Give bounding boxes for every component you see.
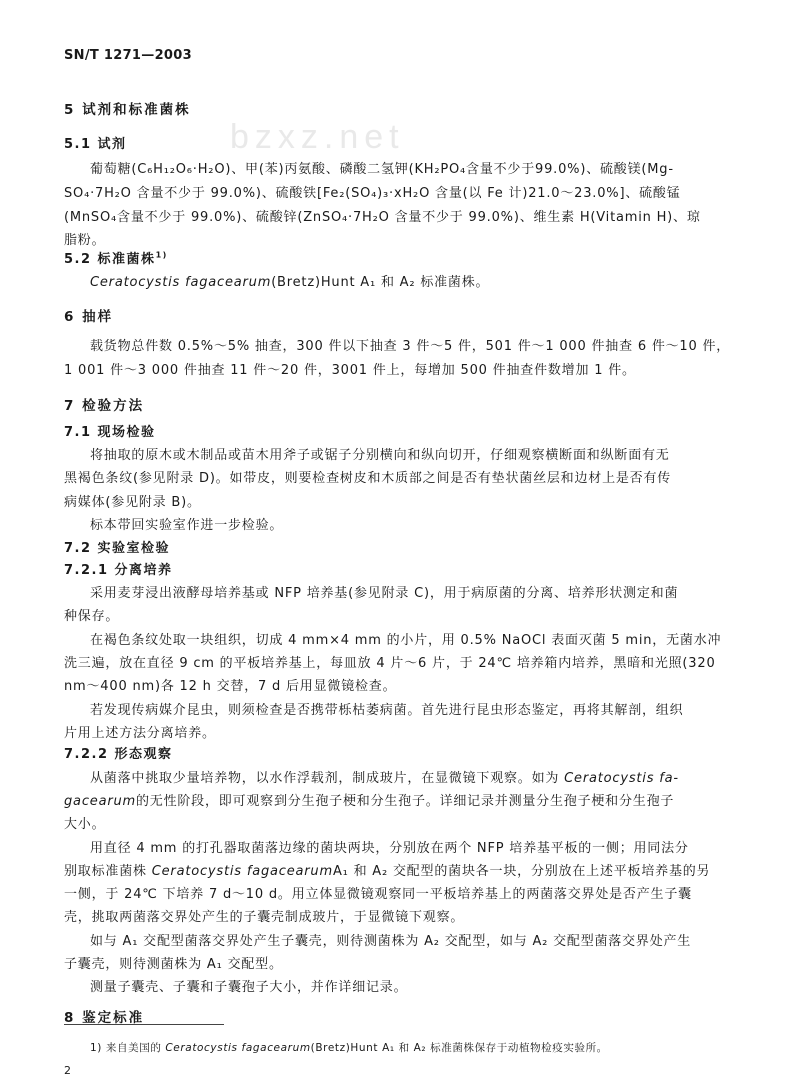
- species-name: Ceratocystis fagacearum: [165, 1042, 311, 1054]
- field-inspection-line-1: 将抽取的原木或木制品或苗木用斧子或锯子分别横向和纵向切开，仔细观察横断面和纵断面有无: [90, 448, 670, 463]
- culture-p2-line-3: nm～400 nm)各 12 h 交替，7 d 后用显微镜检查。: [64, 679, 397, 694]
- field-inspection-line-2: 黑褐色条纹(参见附录 D)。如带皮，则要检查树皮和木质部之间是否有垫状菌丝层和边材上是否有传: [64, 471, 672, 486]
- species-name: Ceratocystis fagacearum: [90, 275, 272, 290]
- section-8-heading: 8 鉴定标准: [64, 1010, 145, 1026]
- morphology-p1-line-1: 从菌落中挑取少量培养物，以水作浮载剂，制成玻片，在显微镜下观察。如为 Ceratocystis fa-: [90, 771, 679, 786]
- sampling-line-1: 载货物总件数 0.5%～5% 抽查，300 件以下抽查 3 件～5 件，501 件～1 000 件抽查 6 件～10 件，: [90, 339, 731, 354]
- watermark: bzxz.net: [230, 118, 405, 156]
- culture-p1-line-2: 种保存。: [64, 609, 120, 624]
- section-5-heading: 5 试剂和标准菌株: [64, 102, 191, 118]
- field-inspection-line-4: 标本带回实验室作进一步检验。: [90, 518, 284, 533]
- species-name: Ceratocystis fagacearum: [151, 864, 333, 879]
- morphology-p2-line-1: 用直径 4 mm 的打孔器取菌落边缘的菌块两块，分别放在两个 NFP 培养基平板的一侧；用同法分: [90, 841, 689, 856]
- species-name: gacearum: [64, 794, 136, 809]
- footnote: 1) 来自美国的 Ceratocystis fagacearum(Bretz)Hunt A₁ 和 A₂ 标准菌株保存于动植物检疫实验所。: [90, 1042, 608, 1054]
- morphology-p3-line-1: 如与 A₁ 交配型菌落交界处产生子囊壳，则待测菌株为 A₂ 交配型，如与 A₂ 交配型菌落交界处产生: [90, 934, 692, 949]
- reagent-line-1: 葡萄糖(C₆H₁₂O₆·H₂O)、甲(苯)丙氨酸、磷酸二氢钾(KH₂PO₄含量不少于99.0%)、硫酸镁(Mg-: [90, 162, 674, 177]
- section-7-heading: 7 检验方法: [64, 398, 145, 414]
- morphology-p2-line-2: 别取标准菌株 Ceratocystis fagacearumA₁ 和 A₂ 交配型的菌块各一块，分别放在上述平板培养基的另: [64, 864, 711, 879]
- section-7-2-2-heading: 7.2.2 形态观察: [64, 747, 173, 762]
- section-5-2-heading: 5.2 标准菌株$^{1)}$: [64, 250, 168, 267]
- culture-p3-line-2: 片用上述方法分离培养。: [64, 726, 216, 741]
- footnote-separator: [64, 1024, 224, 1025]
- section-7-1-heading: 7.1 现场检验: [64, 425, 156, 440]
- sampling-line-2: 1 001 件～3 000 件抽查 11 件～20 件，3001 件上，每增加 500 件抽查件数增加 1 件。: [64, 363, 636, 378]
- culture-p3-line-1: 若发现传病媒介昆虫，则须检查是否携带栎枯萎病菌。首先进行昆虫形态鉴定，再将其解剖，组织: [90, 703, 684, 718]
- section-6-heading: 6 抽样: [64, 309, 114, 325]
- reagent-line-4: 脂粉。: [64, 233, 106, 248]
- morphology-p1-line-3: 大小。: [64, 817, 106, 832]
- reagent-line-2: SO₄·7H₂O 含量不少于 99.0%)、硫酸铁[Fe₂(SO₄)₃·xH₂O 含量(以 Fe 计)21.0～23.0%]、硫酸锰: [64, 186, 681, 201]
- morphology-p3-line-2: 子囊壳，则待测菌株为 A₁ 交配型。: [64, 957, 283, 972]
- standard-strain-line: Ceratocystis fagacearum(Bretz)Hunt A₁ 和 A₂ 标准菌株。: [90, 275, 490, 290]
- culture-p1-line-1: 采用麦芽浸出液酵母培养基或 NFP 培养基(参见附录 C)，用于病原菌的分离、培养形状测定和菌: [90, 586, 679, 601]
- morphology-p1-line-2: gacearum的无性阶段，即可观察到分生孢子梗和分生孢子。详细记录并测量分生孢子梗和分生孢子: [64, 794, 675, 809]
- page-number: 2: [64, 1064, 71, 1077]
- field-inspection-line-3: 病媒体(参见附录 B)。: [64, 495, 201, 510]
- reagent-line-3: (MnSO₄含量不少于 99.0%)、硫酸锌(ZnSO₄·7H₂O 含量不少于 99.0%)、维生素 H(Vitamin H)、琼: [64, 210, 701, 225]
- morphology-p2-line-4: 壳，挑取两菌落交界处产生的子囊壳制成玻片，于显微镜下观察。: [64, 910, 465, 925]
- morphology-p2-line-3: 一侧，于 24℃ 下培养 7 d～10 d。用立体显微镜观察同一平板培养基上的两菌落交界处是否产生子囊: [64, 887, 692, 902]
- culture-p2-line-2: 洗三遍，放在直径 9 cm 的平板培养基上，每皿放 4 片～6 片，于 24℃ 培养箱内培养，黑暗和光照(320: [64, 656, 716, 671]
- section-7-2-1-heading: 7.2.1 分离培养: [64, 563, 173, 578]
- section-5-1-heading: 5.1 试剂: [64, 137, 127, 152]
- culture-p2-line-1: 在褐色条纹处取一块组织，切成 4 mm×4 mm 的小片，用 0.5% NaOCl 表面灭菌 5 min，无菌水冲: [90, 633, 722, 648]
- section-7-2-heading: 7.2 实验室检验: [64, 541, 171, 556]
- species-name: Ceratocystis fa-: [564, 771, 679, 786]
- morphology-p4-line: 测量子囊壳、子囊和子囊孢子大小，并作详细记录。: [90, 980, 408, 995]
- standard-number-header: SN/T 1271—2003: [64, 48, 192, 63]
